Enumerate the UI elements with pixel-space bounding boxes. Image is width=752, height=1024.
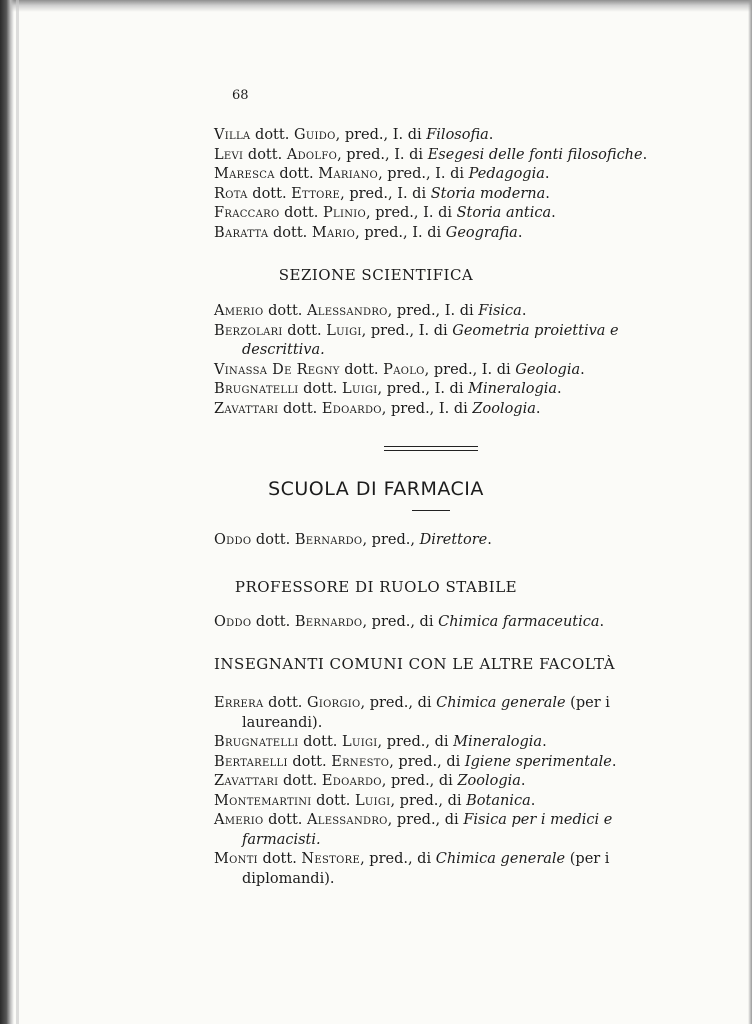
entry-title: dott. [282,322,327,339]
entry-rank: , pred., I. di [377,381,469,397]
faculty-entry [214,694,650,733]
entry-first-name: Bernardo [294,532,363,548]
entry-continuation: descrittiva. [242,342,325,358]
page-number: 68 [232,88,249,103]
entry-suffix: . [517,224,523,241]
entry-suffix: . [521,303,527,319]
faculty-entry [214,850,650,889]
entry-continuation: diplomandi). [242,870,335,887]
entry-suffix: . [557,381,562,397]
entry-suffix: . [599,614,605,630]
entry-rank: , pred., I. di [378,166,469,182]
section-heading-ruolo: PROFESSORE DI RUOLO STABILE [234,578,518,596]
entry-first-name: Alessandro [307,303,388,319]
section-heading-comuni: INSEGNANTI COMUNI CON LE ALTRE FACOLTÀ [214,655,616,673]
entry-first-name: Mario [311,224,356,241]
faculty-entry [214,224,650,244]
faculty-entry [214,361,650,381]
faculty-entry [214,165,650,185]
entry-first-name: Paolo [383,361,425,378]
entry-rank: , pred., di [360,695,437,711]
entry-suffix: . [551,205,556,221]
faculty-entry [214,733,650,753]
entry-rank: , pred., di [381,773,458,789]
entry-title: dott. [298,381,343,397]
entry-rank: , pred., I. di [337,146,428,163]
entry-suffix: . [544,166,550,182]
entry-subject: Zoologia [472,400,536,417]
entry-surname: Errera [214,695,264,711]
faculty-entry [214,126,650,146]
entry-first-name: Luigi [326,322,362,339]
faculty-entry [214,204,650,224]
entry-first-name: Alessandro [307,812,388,828]
entry-first-name: Edoardo [321,400,382,417]
entry-title: dott. [278,773,322,789]
entry-subject: Mineralogia [453,734,543,750]
scan-binding-line [16,0,19,1024]
entry-continuation: laureandi). [242,714,323,731]
entry-suffix: . [520,773,526,789]
short-rule [412,510,450,511]
faculty-entry [214,146,650,166]
entry-subject: Direttore [419,532,488,548]
entry-rank: , pred., I. di [387,303,479,319]
entry-subject: Chimica generale [436,695,566,711]
entry-surname: Monti [214,851,258,867]
entry-subject: Geografia [445,224,518,241]
entry-suffix: (per i [565,695,610,711]
entry-rank: , pred., di [377,734,454,750]
entry-first-name: Giorgio [307,695,361,711]
entry-subject: Fisica per i medici e [463,812,613,828]
entry-subject: Fisica [478,303,522,319]
entry-subject: Mineralogia [468,381,558,397]
entry-title: dott. [263,303,307,319]
entry-surname: Amerio [214,812,264,828]
scan-binding-edge [0,0,14,1024]
entry-rank: , pred., I. di [366,205,457,221]
entry-title: dott. [247,185,292,202]
entry-subject: Zoologia [457,773,521,789]
entry-first-name: Luigi [342,381,378,397]
faculty-entry [214,792,650,812]
entry-title: dott. [268,224,312,241]
entry-subject: Chimica farmaceutica [438,614,600,630]
entry-rank: , pred., I. di [355,224,446,241]
faculty-list-lettere [214,126,650,243]
entry-title: dott. [263,812,307,828]
entry-surname: Montemartini [214,792,312,809]
entry-title: dott. [243,146,287,163]
faculty-entry [214,753,650,773]
entry-title: dott. [251,532,295,548]
entry-surname: Vinassa De Regny [214,361,340,378]
faculty-entry [214,322,650,361]
entry-surname: Bertarelli [214,753,288,770]
entry-first-name: Mariano [318,166,379,182]
entry-rank: , pred., [362,532,420,548]
entry-suffix: . [542,734,547,750]
faculty-list-scientifica [214,302,650,419]
entry-surname: Berzolari [214,322,283,339]
entry-first-name: Plinio [322,205,367,221]
entry-surname: Brugnatelli [214,734,299,750]
entry-continuation: farmacisti. [242,831,321,848]
entry-subject: Storia moderna [430,185,546,202]
entry-subject: Geometria proiettiva e [452,322,619,339]
entry-suffix: . [545,185,550,202]
director-entry [214,531,650,551]
entry-first-name: Luigi [355,792,391,809]
entry-first-name: Guido [293,127,336,143]
entry-rank: , pred., I. di [335,127,427,143]
entry-rank: , pred., I. di [340,185,431,202]
entry-rank: , pred., I. di [424,361,516,378]
entry-surname: Maresca [214,166,275,182]
entry-title: dott. [339,361,384,378]
entry-suffix: . [611,753,617,770]
school-title: SCUOLA DI FARMACIA [268,478,484,500]
faculty-entry [214,772,650,792]
faculty-entry [214,613,650,633]
entry-surname: Amerio [214,303,264,319]
entry-title: dott. [251,614,295,630]
entry-rank: , pred., I. di [381,400,473,417]
entry-first-name: Ettore [291,185,341,202]
ruolo-entry [214,613,650,633]
section-heading-scientifica: SEZIONE SCIENTIFICA [278,266,474,284]
entry-rank: , pred., di [360,851,436,867]
entry-title: dott. [250,127,294,143]
entry-surname: Villa [214,127,251,143]
entry-first-name: Nestore [301,851,361,867]
entry-suffix: (per i [565,851,610,867]
double-rule-top [384,446,478,447]
entry-surname: Oddo [214,614,252,630]
faculty-entry [214,400,650,420]
entry-first-name: Edoardo [321,773,382,789]
entry-suffix: . [642,146,648,163]
entry-subject: Geologia [515,361,581,378]
entry-subject: Filosofia [426,127,489,143]
entry-suffix: . [530,792,536,809]
entry-first-name: Ernesto [331,753,390,770]
entry-title: dott. [274,166,319,182]
entry-subject: Pedagogia [468,166,545,182]
entry-title: dott. [263,695,307,711]
entry-subject: Esegesi delle fonti filosofiche [427,146,643,163]
entry-title: dott. [257,851,302,867]
entry-first-name: Bernardo [294,614,363,630]
faculty-entry [214,302,650,322]
entry-rank: , pred., I. di [361,322,453,339]
entry-title: dott. [298,734,343,750]
scan-right-edge [748,0,752,1024]
entry-surname: Rota [214,185,248,202]
double-rule-bottom [384,450,478,451]
entry-surname: Fraccaro [214,205,280,221]
entry-title: dott. [311,792,355,809]
entry-title: dott. [287,753,332,770]
entry-suffix: . [580,361,585,378]
entry-surname: Oddo [214,532,252,548]
entry-subject: Igiene sperimentale [464,753,612,770]
entry-rank: , pred., di [362,614,439,630]
entry-surname: Levi [214,146,244,163]
entry-subject: Botanica [466,792,531,809]
faculty-entry [214,380,650,400]
faculty-entry [214,185,650,205]
faculty-entry [214,531,650,551]
entry-suffix: . [488,127,494,143]
faculty-list-comuni [214,694,650,889]
entry-surname: Brugnatelli [214,381,299,397]
entry-rank: , pred., di [390,792,467,809]
entry-title: dott. [278,400,322,417]
entry-subject: Storia antica [456,205,552,221]
entry-suffix: . [487,532,492,548]
entry-rank: , pred., di [387,812,464,828]
entry-title: dott. [279,205,323,221]
entry-rank: , pred., di [389,753,465,770]
entry-first-name: Adolfo [286,146,338,163]
entry-suffix: . [535,400,541,417]
entry-surname: Baratta [214,224,269,241]
faculty-entry [214,811,650,850]
entry-first-name: Luigi [342,734,378,750]
entry-subject: Chimica generale [435,851,566,867]
scan-top-edge [0,0,752,12]
entry-surname: Zavattari [214,773,279,789]
entry-surname: Zavattari [214,400,279,417]
